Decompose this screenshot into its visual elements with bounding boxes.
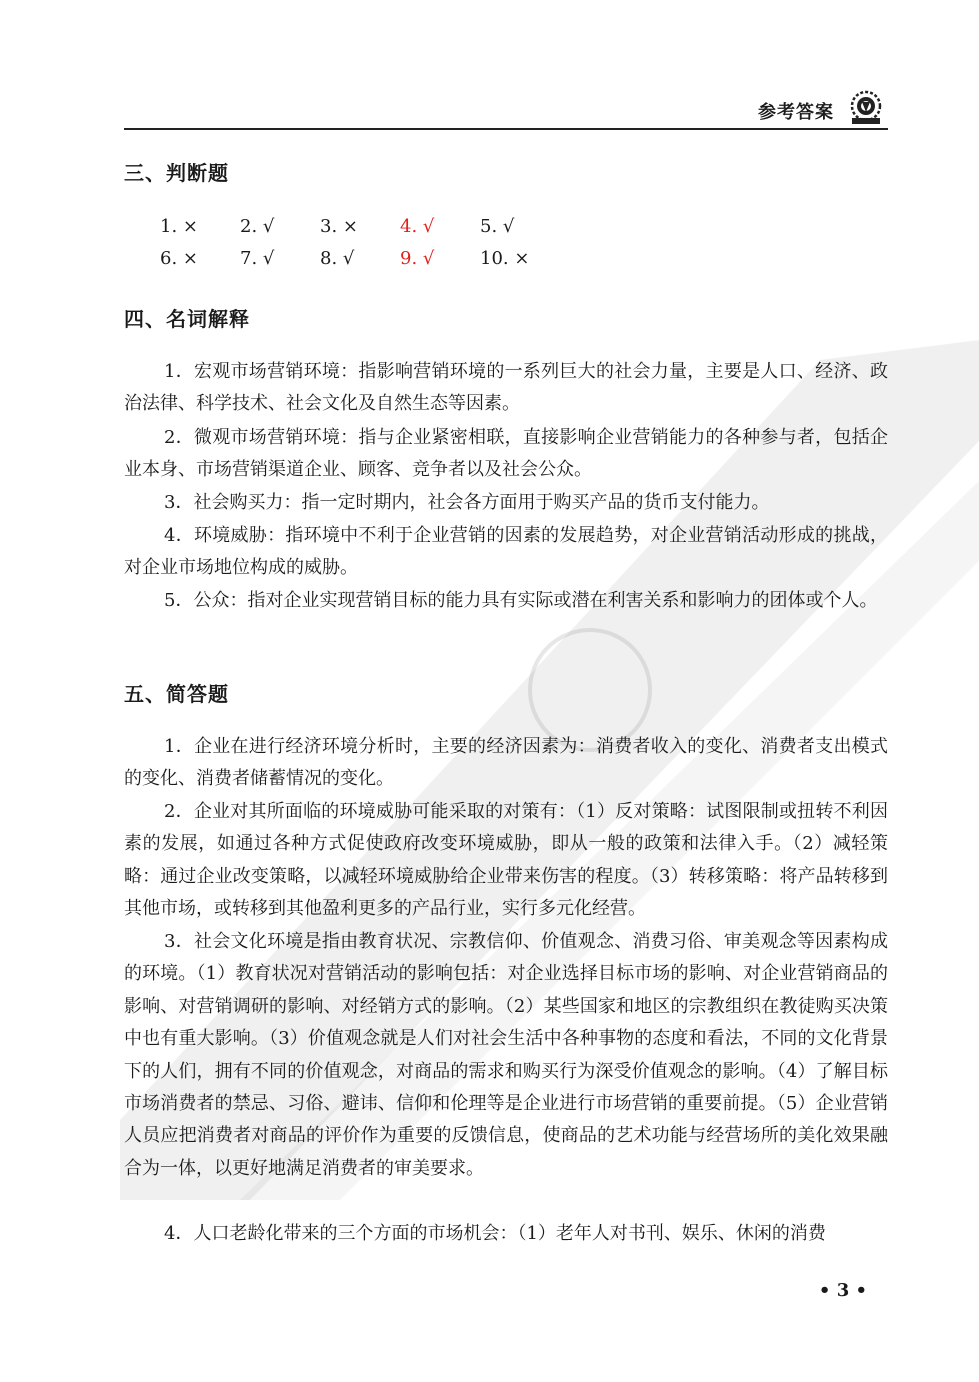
judgment-answer: 8. √: [320, 248, 355, 269]
judgment-answer: 2. √: [240, 216, 275, 237]
judgment-answer-highlighted: 4. √: [400, 216, 435, 237]
section-title-short-answer: 五、简答题: [124, 682, 229, 706]
term-definition: 4．环境威胁：指环境中不利于企业营销的因素的发展趋势，对企业营销活动形成的挑战，对企业市场地位构成的威胁。: [124, 525, 888, 579]
term-definition: 3．社会购买力：指一定时期内，社会各方面用于购买产品的货币支付能力。: [164, 492, 770, 513]
short-answer: 4．人口老龄化带来的三个方面的市场机会：（1）老年人对书刊、娱乐、休闲的消费: [164, 1223, 826, 1244]
judgment-answer: 6. ×: [160, 248, 198, 269]
short-answer: 2．企业对其所面临的环境威胁可能采取的对策有：（1）反对策略：试图限制或扭转不利因素的发展，如通过各种方式促使政府改变环境威胁，即从一般的政策和法律入手。（2）减轻策略：通过企业改变策略，以减轻环境威胁给企业带来伤害的程度。（3）转移策略：将产品转移到其他市场，或转移到其他盈利更多的产品行业，实行多元化经营。: [124, 801, 888, 920]
short-answer: 3．社会文化环境是指由教育状况、宗教信仰、价值观念、消费习俗、审美观念等因素构成的环境。（1）教育状况对营销活动的影响包括：对企业选择目标市场的影响、对企业营销商品的影响、对营销调研的影响、对经销方式的影响。（2）某些国家和地区的宗教组织在教徒购买决策中也有重大影响。（3）价值观念就是人们对社会生活中各种事物的态度和看法，不同的文化背景下的人们，拥有不同的价值观念，对商品的需求和购买行为深受价值观念的影响。（4）了解目标市场消费者的禁忌、习俗、避讳、信仰和伦理等是企业进行市场营销的重要前提。（5）企业营销人员应把消费者对商品的评价作为重要的反馈信息，使商品的艺术功能与经营场所的美化效果融合为一体，以更好地满足消费者的审美要求。: [124, 931, 888, 1179]
term-definition: 1．宏观市场营销环境：指影响营销环境的一系列巨大的社会力量，主要是人口、经济、政治法律、科学技术、社会文化及自然生态等因素。: [124, 361, 888, 415]
judgment-answer: 10. ×: [480, 248, 530, 269]
term-definition: 5．公众：指对企业实现营销目标的能力具有实际或潜在利害关系和影响力的团体或个人。: [164, 590, 878, 611]
judgment-answer: 1. ×: [160, 216, 198, 237]
judgment-answer: 3. ×: [320, 216, 358, 237]
judgment-answer: 5. √: [480, 216, 515, 237]
judgment-answer-highlighted: 9. √: [400, 248, 435, 269]
page-number: • 3 •: [818, 1280, 867, 1301]
header-label: 参考答案: [758, 102, 834, 123]
section-title-terms: 四、名词解释: [124, 307, 250, 331]
section-title-judgment: 三、判断题: [124, 161, 229, 185]
term-definition: 2．微观市场营销环境：指与企业紧密相联，直接影响企业营销能力的各种参与者，包括企业本身、市场营销渠道企业、顾客、竞争者以及社会公众。: [124, 427, 888, 481]
publisher-logo-icon: [846, 90, 886, 126]
short-answer: 1．企业在进行经济环境分析时，主要的经济因素为：消费者收入的变化、消费者支出模式的变化、消费者储蓄情况的变化。: [124, 736, 888, 790]
page-header: [124, 88, 888, 130]
judgment-answer: 7. √: [240, 248, 275, 269]
